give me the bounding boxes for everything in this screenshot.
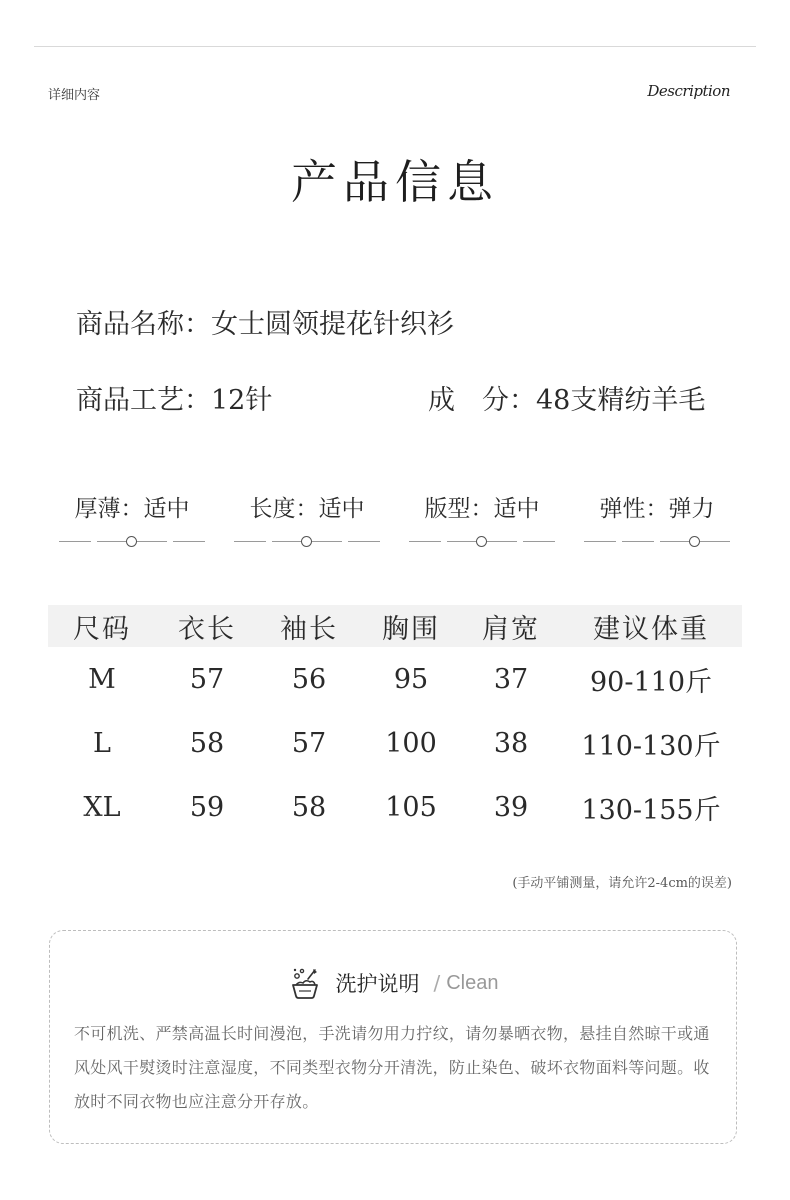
scale-segment <box>523 541 555 542</box>
table-header-cell: 袖长 <box>280 613 338 645</box>
care-instructions-box <box>49 930 737 1144</box>
product-composition: 成 分：48支精纺羊毛 <box>428 385 706 416</box>
table-row <box>48 711 742 775</box>
scale-segment <box>447 541 479 542</box>
table-cell: 38 <box>493 727 529 759</box>
table-header-cell: 肩宽 <box>482 613 540 645</box>
table-header-cell: 衣长 <box>178 613 236 645</box>
attribute-scale <box>407 535 557 549</box>
attribute-thickness <box>57 490 207 549</box>
scale-knob <box>689 536 700 547</box>
attribute-label: 厚薄：适中 <box>74 496 190 522</box>
scale-segment <box>59 541 91 542</box>
scale-segment <box>348 541 380 542</box>
table-cell: 110-130斤 <box>581 730 721 762</box>
table-cell: 100 <box>385 727 437 759</box>
attribute-label: 弹性：弹力 <box>599 496 715 522</box>
product-craft: 商品工艺：12针 <box>76 385 273 416</box>
care-title-text: 洗护说明 <box>335 972 420 996</box>
table-cell: 105 <box>385 791 437 823</box>
table-header-cell: 胸围 <box>382 613 440 645</box>
scale-segment <box>310 541 342 542</box>
care-title <box>50 965 736 1001</box>
table-cell: 95 <box>393 663 429 695</box>
scale-knob <box>126 536 137 547</box>
table-row <box>48 775 742 839</box>
scale-knob <box>301 536 312 547</box>
care-title-separator: / <box>433 971 441 995</box>
washing-basin-icon <box>287 965 323 1001</box>
table-cell: 58 <box>189 727 225 759</box>
table-cell: 90-110斤 <box>589 666 712 698</box>
measurement-note: (手动平铺测量，请允许2-4cm的误差) <box>512 876 732 891</box>
scale-segment <box>660 541 692 542</box>
table-cell: 59 <box>189 791 225 823</box>
scale-segment <box>135 541 167 542</box>
table-header-row <box>48 605 742 647</box>
scale-segment <box>409 541 441 542</box>
attribute-scale <box>57 535 207 549</box>
scale-segment <box>622 541 654 542</box>
scale-segment <box>698 541 730 542</box>
table-cell: 57 <box>291 727 327 759</box>
attribute-fit <box>407 490 557 549</box>
table-cell: XL <box>83 791 121 823</box>
scale-segment <box>272 541 304 542</box>
table-cell: 39 <box>493 791 529 823</box>
table-cell: 56 <box>291 663 327 695</box>
scale-segment <box>584 541 616 542</box>
product-name: 商品名称：女士圆领提花针织衫 <box>76 309 454 340</box>
table-header-cell: 建议体重 <box>593 613 709 645</box>
table-row <box>48 647 742 711</box>
section-label-en: Description <box>647 82 730 100</box>
attribute-elasticity <box>582 490 732 549</box>
table-cell: M <box>88 663 116 695</box>
table-cell: 58 <box>291 791 327 823</box>
table-header-cell: 尺码 <box>73 613 131 645</box>
top-divider <box>34 46 756 47</box>
scale-segment <box>234 541 266 542</box>
care-text: 不可机洗、严禁高温长时间漫泡，手洗请勿用力拧纹，请勿暴晒衣物，悬挂自然晾干或通风处风干熨烫时注意湿度，不同类型衣物分开清洗，防止染色、破坏衣物面料等问题。收放时不同衣物也应注意分开存放。 <box>74 1024 710 1111</box>
table-cell: L <box>93 727 111 759</box>
scale-segment <box>485 541 517 542</box>
attribute-length <box>232 490 382 549</box>
table-cell: 57 <box>189 663 225 695</box>
scale-knob <box>476 536 487 547</box>
scale-segment <box>97 541 129 542</box>
attribute-scale <box>232 535 382 549</box>
care-title-en: Clean <box>446 971 499 994</box>
attribute-scale <box>582 535 732 549</box>
scale-segment <box>173 541 205 542</box>
table-cell: 37 <box>493 663 529 695</box>
size-table <box>48 605 742 839</box>
page-title: 产品信息 <box>291 155 499 209</box>
section-label: 详细内容 <box>48 88 101 103</box>
attribute-label: 版型：适中 <box>424 496 540 522</box>
attribute-label: 长度：适中 <box>249 496 365 522</box>
table-cell: 130-155斤 <box>581 794 721 826</box>
